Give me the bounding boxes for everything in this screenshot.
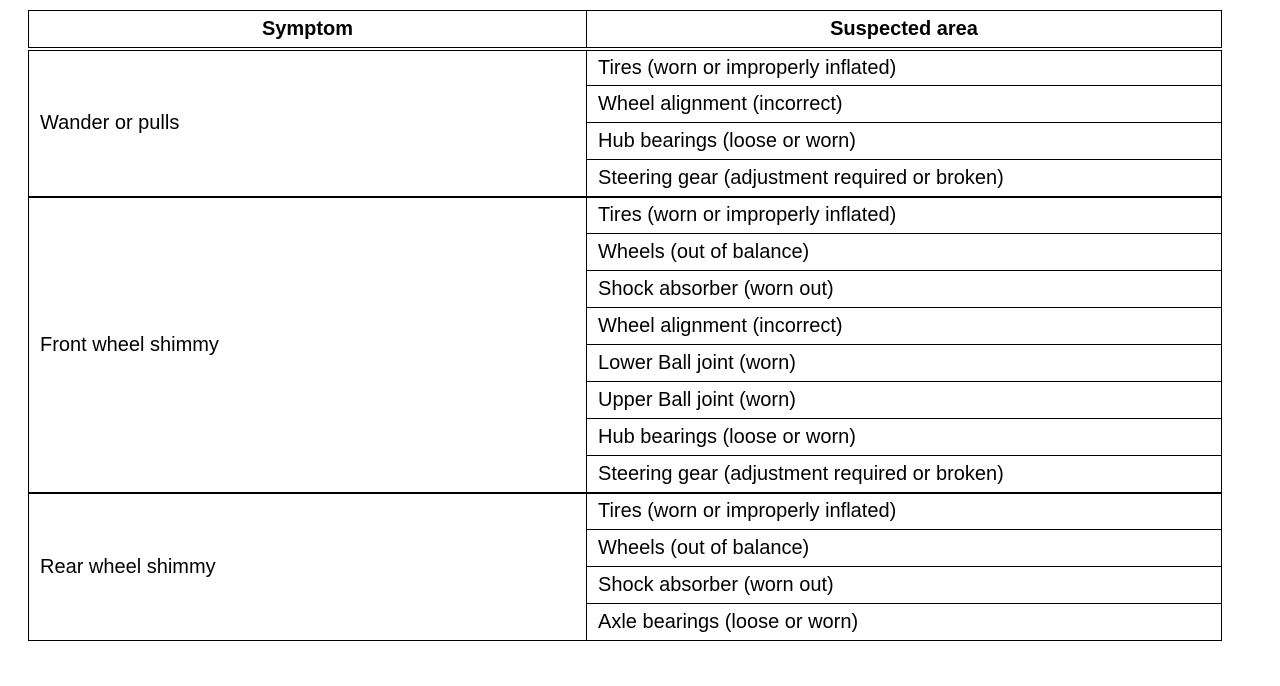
symptom-cell: Rear wheel shimmy (29, 493, 587, 641)
suspected-area-cell: Shock absorber (worn out) (587, 271, 1222, 308)
suspected-area-cell: Wheels (out of balance) (587, 530, 1222, 567)
suspected-area-cell: Steering gear (adjustment required or broken) (587, 456, 1222, 493)
suspected-area-cell: Wheels (out of balance) (587, 234, 1222, 271)
table-row (29, 49, 1222, 86)
suspected-area-cell: Tires (worn or improperly inflated) (587, 493, 1222, 530)
suspected-area-cell: Hub bearings (loose or worn) (587, 419, 1222, 456)
header-suspected-area: Suspected area (587, 11, 1222, 49)
troubleshooting-table (28, 10, 1222, 641)
symptom-cell: Wander or pulls (29, 49, 587, 197)
header-symptom: Symptom (29, 11, 587, 49)
suspected-area-cell: Tires (worn or improperly inflated) (587, 49, 1222, 86)
suspected-area-cell: Upper Ball joint (worn) (587, 382, 1222, 419)
suspected-area-cell: Shock absorber (worn out) (587, 567, 1222, 604)
suspected-area-cell: Wheel alignment (incorrect) (587, 86, 1222, 123)
table-row (29, 493, 1222, 530)
table-row (29, 197, 1222, 234)
suspected-area-cell: Axle bearings (loose or worn) (587, 604, 1222, 641)
symptom-cell: Front wheel shimmy (29, 197, 587, 493)
suspected-area-cell: Hub bearings (loose or worn) (587, 123, 1222, 160)
header-row (29, 11, 1222, 49)
suspected-area-cell: Wheel alignment (incorrect) (587, 308, 1222, 345)
suspected-area-cell: Tires (worn or improperly inflated) (587, 197, 1222, 234)
suspected-area-cell: Steering gear (adjustment required or broken) (587, 160, 1222, 197)
suspected-area-cell: Lower Ball joint (worn) (587, 345, 1222, 382)
